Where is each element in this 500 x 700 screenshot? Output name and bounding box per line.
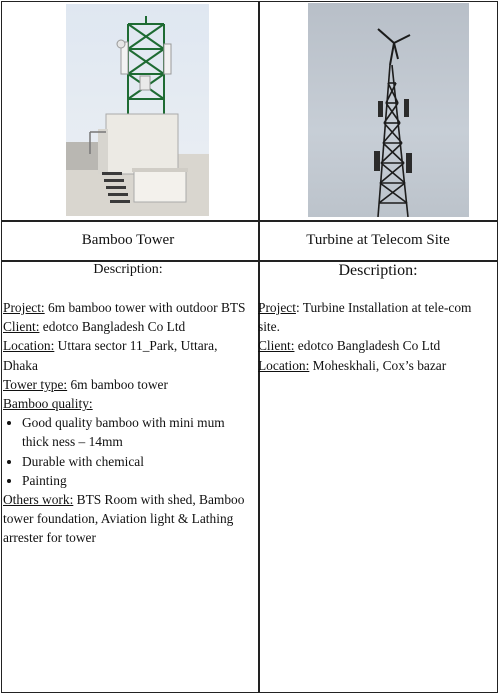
tower-type-line <box>3 375 253 394</box>
client-label: Client: <box>258 338 295 354</box>
project-label: Project: <box>3 300 45 315</box>
others-work-value: BTS Room with shed, Bamboo tower foundation, Aviation light & Lathing arrester for tower <box>3 492 245 546</box>
project-value: : Turbine Installation at tele-com site. <box>258 300 472 335</box>
location-value: Moheskhali, Cox’s bazar <box>309 357 447 373</box>
location-label: Location: <box>3 338 55 354</box>
quality-item: • Good quality bamboo with mini mum thick ness – 14mm <box>22 413 253 451</box>
location-value: Uttara sector 11_Park, Uttara, Dhaka <box>3 338 218 373</box>
location-line <box>258 356 494 375</box>
project-line <box>258 298 494 336</box>
turbine-description-heading: Description: <box>338 262 418 279</box>
quality-item: • Painting <box>22 471 253 490</box>
project-value: 6m bamboo tower with outdoor BTS <box>44 300 246 315</box>
bamboo-tower-details <box>3 298 253 548</box>
bamboo-quality-list <box>3 413 253 490</box>
turbine-details <box>258 298 494 375</box>
turbine-title: Turbine at Telecom Site <box>306 232 450 248</box>
bamboo-description-heading: Description: <box>93 262 163 277</box>
location-label: Location: <box>258 357 310 373</box>
project-line <box>3 298 253 317</box>
client-line <box>3 317 253 336</box>
project-label: Project <box>258 300 296 315</box>
others-work-line <box>3 490 253 548</box>
client-line <box>258 336 494 355</box>
turbine-tower-image <box>308 3 469 217</box>
client-label: Client: <box>3 319 40 335</box>
tower-type-value: 6m bamboo tower <box>67 376 168 392</box>
bamboo-quality-line <box>3 394 253 413</box>
quality-item: • Durable with chemical <box>22 452 253 471</box>
client-value: edotco Bangladesh Co Ltd <box>39 319 186 335</box>
bamboo-tower-image <box>66 4 209 216</box>
row-divider-photos <box>2 220 497 222</box>
bamboo-quality-label: Bamboo quality: <box>3 396 93 412</box>
client-value: edotco Bangladesh Co Ltd <box>294 338 441 354</box>
location-line <box>3 336 253 374</box>
turbine-tower-photo <box>308 3 469 217</box>
tower-type-label: Tower type: <box>3 376 68 392</box>
others-work-label: Others work: <box>3 492 74 508</box>
bamboo-tower-title: Bamboo Tower <box>81 232 175 248</box>
bamboo-tower-photo <box>66 4 209 216</box>
